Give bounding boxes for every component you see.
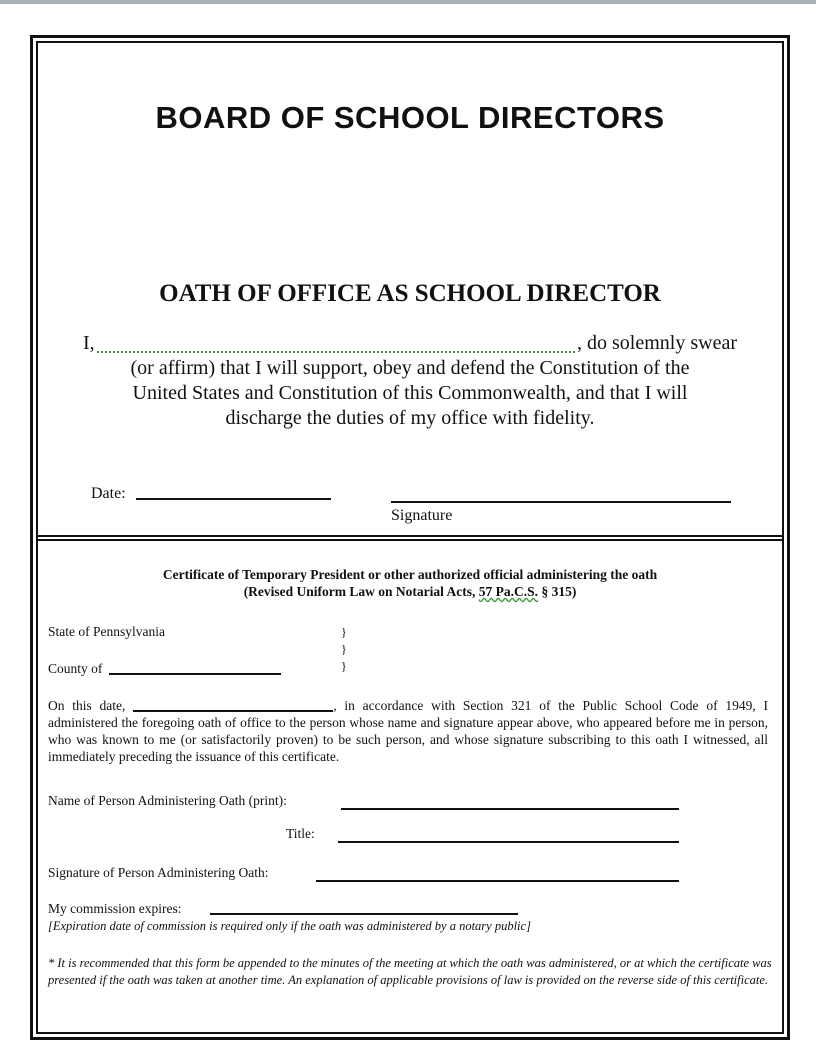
oath-line-4: discharge the duties of my office with fidelity. [225, 407, 595, 429]
signature-field[interactable] [391, 501, 731, 503]
brace-glyph: } [341, 659, 347, 673]
footnote: * It is recommended that this form be appended to the minutes of the meeting at which the oath was administered, or at which the certificate was presented if the oath was taken at another time. An explanation of applicable provisions of law is provided on the reverse side of this certificate. [48, 956, 772, 987]
administrator-name-field[interactable] [341, 808, 679, 810]
administrator-name-label: Name of Person Administering Oath (print): [48, 793, 287, 808]
oath-prefix: I, [83, 332, 95, 354]
administrator-signature-field[interactable] [316, 880, 679, 882]
title-field[interactable] [338, 841, 679, 843]
certificate-heading [38, 566, 782, 600]
window-top-bar [0, 0, 816, 4]
administered-date-field[interactable] [133, 710, 333, 712]
county-field[interactable] [109, 673, 281, 675]
oath-name-field[interactable] [97, 331, 575, 353]
county-row [48, 661, 281, 677]
document-inner-frame [36, 41, 784, 1034]
oath-line-2: (or affirm) that I will support, obey and defend the Constitution of the [130, 357, 690, 379]
section-divider [38, 535, 782, 541]
oath-line-1 [83, 331, 737, 356]
paragraph-rest: , in accordance with Section 321 of the Public School Code of 1949, I administered the foregoing oath of office to the person whose name and signature appear above, who appeared before me in person, who was known to me (or satisfactorily proven) to be such person, and whose signature subscribing to this oath I witnessed, all immediately preceding the issuance of this certificate. [48, 698, 768, 764]
date-row [91, 485, 331, 503]
date-label: Date: [91, 485, 126, 502]
brace-glyph: } [341, 642, 347, 656]
date-field[interactable] [136, 498, 331, 500]
title-label: Title: [286, 826, 315, 841]
board-title: BOARD OF SCHOOL DIRECTORS [155, 100, 665, 135]
state-label: State of Pennsylvania [48, 624, 165, 639]
expiration-note: [Expiration date of commission is required only if the oath was administered by a notary public] [48, 919, 531, 933]
heading-ref-post: § 315) [538, 584, 577, 599]
brace-glyph: } [341, 625, 347, 639]
paragraph-start: On this date, [48, 698, 134, 713]
heading-ref-pre: (Revised Uniform Law on Notarial Acts, [243, 584, 479, 599]
oath-line-3: United States and Constitution of this Commonwealth, and that I will [132, 382, 688, 404]
oath-title: OATH OF OFFICE AS SCHOOL DIRECTOR [159, 280, 661, 307]
commission-expires-field[interactable] [210, 913, 518, 915]
certificate-paragraph [48, 697, 768, 765]
document-frame [30, 35, 790, 1040]
certificate-heading-line-2 [38, 583, 782, 600]
administrator-signature-label: Signature of Person Administering Oath: [48, 865, 269, 880]
commission-expires-label: My commission expires: [48, 901, 182, 916]
county-label: County of [48, 661, 103, 676]
oath-suffix: , do solemnly swear [577, 332, 737, 354]
oath-text [83, 331, 737, 431]
signature-label: Signature [391, 507, 453, 524]
certificate-heading-line-1: Certificate of Temporary President or other authorized official administering the oath [162, 567, 658, 582]
statute-reference: 57 Pa.C.S. [478, 584, 539, 599]
